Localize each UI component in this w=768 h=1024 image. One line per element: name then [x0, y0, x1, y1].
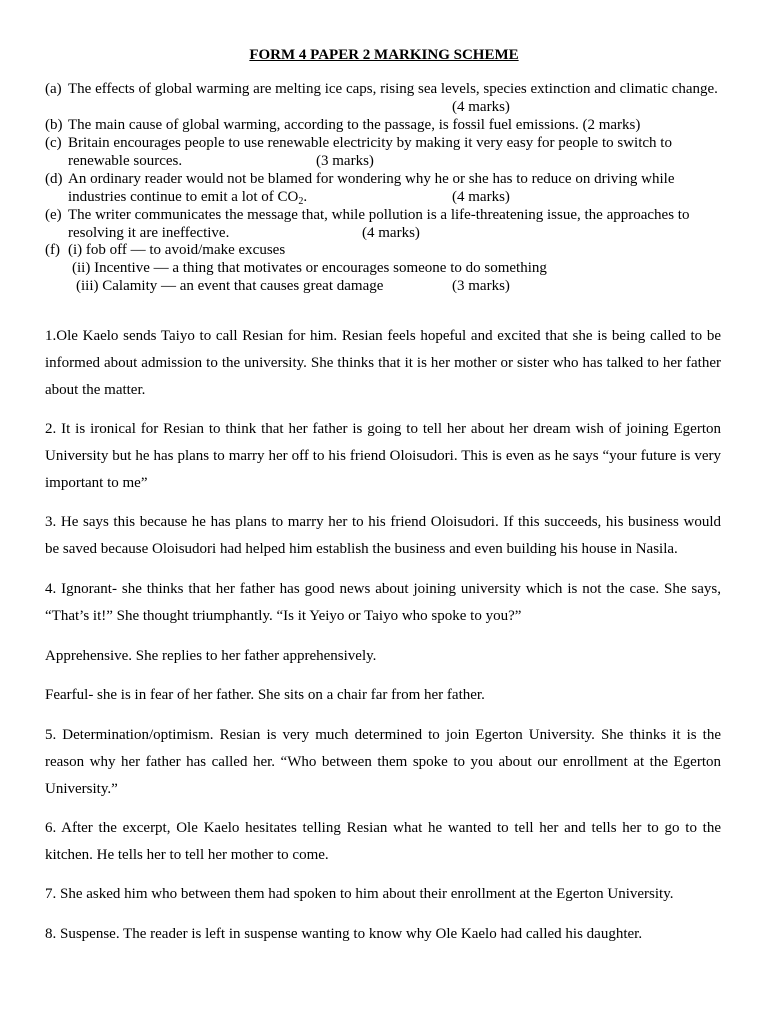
- marks-label: (3 marks): [452, 278, 510, 294]
- item-text: industries continue to emit a lot of CO: [68, 189, 299, 205]
- answer-paragraph-3: 3. He says this because he has plans to marry her to his friend Oloisudori. If this succeeds, his business would be saved because Oloisudori had helped him establish the business and even building his house in Nasila.: [45, 514, 721, 557]
- item-label: (a): [45, 81, 62, 97]
- item-label: (d): [45, 171, 63, 187]
- marks-label: (4 marks): [362, 225, 420, 241]
- marks-label: (4 marks): [452, 99, 510, 115]
- item-text: (i) fob off — to avoid/make excuses: [68, 242, 286, 258]
- answer-paragraph-6: 6. After the excerpt, Ole Kaelo hesitates telling Resian what he wanted to tell her and tells her to go to the kitchen. He tells her to tell her mother to come.: [45, 820, 721, 863]
- item-text: (ii) Incentive — a thing that motivates or encourages someone to do something: [72, 260, 547, 276]
- answer-paragraph-2: 2. It is ironical for Resian to think that her father is going to tell her about her dream wish of joining Egerton University but he has plans to marry her off to his friend Oloisudori. This is even as he says “your future is very important to me”: [45, 421, 721, 491]
- document-title: FORM 4 PAPER 2 MARKING SCHEME: [249, 47, 519, 63]
- answer-paragraph-5: 5. Determination/optimism. Resian is very much determined to join Egerton University. She thinks it is the reason why her father has called her. “Who between them spoke to you about our enrollment at the Egerton University.”: [45, 727, 721, 797]
- marks-label: (3 marks): [316, 153, 374, 169]
- answer-paragraph-7: 7. She asked him who between them had spoken to him about their enrollment at the Egerton University.: [45, 886, 674, 902]
- item-text: (iii) Calamity — an event that causes great damage: [76, 278, 384, 294]
- answer-paragraph-apprehensive: Apprehensive. She replies to her father apprehensively.: [45, 648, 377, 664]
- item-label: (b): [45, 117, 63, 133]
- item-text-tail: .: [303, 189, 308, 205]
- item-label: (f): [45, 242, 60, 258]
- answer-paragraph-1: 1.Ole Kaelo sends Taiyo to call Resian for him. Resian feels hopeful and excited that she is being called to be informed about admission to the university. She thinks that it is her mother or sister who has talked to her father about the matter.: [45, 328, 721, 398]
- item-text: Britain encourages people to use renewable electricity by making it very easy for people to switch to: [68, 135, 672, 151]
- item-text: An ordinary reader would not be blamed for wondering why he or she has to reduce on driving while: [68, 171, 675, 187]
- item-text: renewable sources.: [68, 153, 183, 169]
- answer-paragraph-fearful: Fearful- she is in fear of her father. She sits on a chair far from her father.: [45, 687, 485, 703]
- marks-label: (4 marks): [452, 189, 510, 205]
- item-text: The main cause of global warming, according to the passage, is fossil fuel emissions. (2 marks): [68, 117, 641, 133]
- answer-paragraph-4: 4. Ignorant- she thinks that her father has good news about joining university which is not the case. She says, “That’s it!” She thought triumphantly. “Is it Yeiyo or Taiyo who spoke to you?”: [45, 581, 721, 624]
- item-label: (e): [45, 207, 62, 223]
- item-label: (c): [45, 135, 62, 151]
- answer-paragraph-8: 8. Suspense. The reader is left in suspense wanting to know why Ole Kaelo had called his daughter.: [45, 926, 643, 942]
- subscript: 2: [298, 196, 304, 207]
- item-text: The writer communicates the message that, while pollution is a life-threatening issue, the approaches to: [68, 207, 690, 223]
- item-text-with-subscript: [68, 188, 307, 206]
- item-text: resolving it are ineffective.: [68, 225, 230, 241]
- item-text: The effects of global warming are melting ice caps, rising sea levels, species extinction and climatic change.: [68, 81, 718, 97]
